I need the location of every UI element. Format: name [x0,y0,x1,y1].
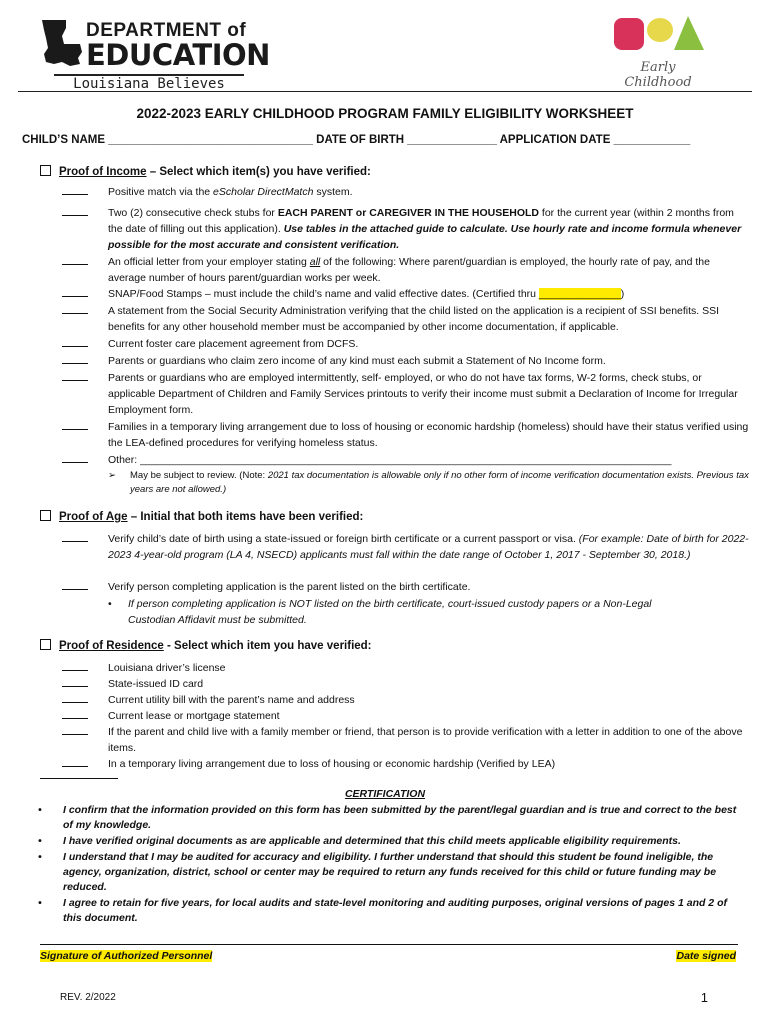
doe-title-line1: DEPARTMENT of [86,20,247,41]
early-childhood-shapes-icon [602,10,712,60]
income-initial-blank[interactable] [62,370,88,381]
certification-title: CERTIFICATION [344,788,426,800]
page-title: 2022-2023 EARLY CHILDHOOD PROGRAM FAMILY ELIGIBILITY WORKSHEET [136,106,634,121]
residence-initial-blank[interactable] [62,724,88,735]
income-section-heading: Proof of Income – Select which item(s) you have verified: [40,165,371,178]
early-childhood-logo [602,10,712,88]
doe-title-line2: EDUCATION [86,38,270,72]
income-initial-blank[interactable] [62,184,88,195]
income-initial-blank[interactable] [62,452,88,463]
income-initial-blank[interactable] [62,303,88,314]
worksheet-page: DEPARTMENT of EDUCATION Louisiana Believes Early Childhood 2022-2023 EARLY CHILDHOOD PROGRAM FAMILY ELIGIBILITY WORKSHEET CHILD’S NAME ________________________________ DATE OF BIRTH ______________ APPLICATION DATE ____________ Proof of Income – Select which item(s) you have verified: Positive match via the eScholar DirectMatch system. Two (2) consecutive check stubs for EACH PARENT or CAREGIVER IN THE HOUSEHOLD for the current year (within 2 months from the date of filling out this application). Use tables in the attached guide to calculate. Use hourly rate and income formula whenever possible for the most accurate and consistent verification. An official letter from your employer stating all of the following: Where parent/guardian is employed, the hourly rate of pay, and the average number of hours parent/guardian works per week. SNAP/Food Stamps – must include the child’s name and valid effective dates. (Certified thru ______________) A statement from the Social Security Administration verifying that the child listed on the application is a recipient of SSI benefits. SSI benefits for any other household member must be accompanied by other income documentation, if applicable. Current foster care placement agreement from DCFS. Parents or guardians who claim zero income of any kind must each submit a Statement of No Income form. Parents or guardians who are employed intermittently, self- employed, or who do not have tax forms, W-2 forms, check stubs, or applicable Department of Children and Family Services printouts to verify their income must submit a Declaration of Income for Irregular Employment form. Families in a temporary living arrangement due to loss of housing or economic hardship (homeless) should have their status verified using the LEA-defined procedures for verifying homeless status. Other: ___________________________________________________________________________________________ ➢ May be subject to review. (Note: 2021 tax documentation is allowable only if no other form of income verification documentation exists. Previous tax years are not allowed.) Proof of Age – Initial that both items have been verified: Verify child’s date of birth using a state-issued or foreign birth certificate or a current passport or visa. (For example: Date of birth for 2022-2023 4-year-old program (LA 4, NSECD) applicants must fall within the date range of October 1, 2017 - September 30, 2018.) Verify person completing application is the parent listed on the birth certificate. • If person completing application is NOT listed on the birth certificate, court-issued custody papers or a Non-Legal Custodian Affidavit must be submitted. Proof of Residence - Select which item you have verified: Louisiana driver’s license State-issued ID card Current utility bill with the parent’s name and address Current lease or mortgage statement If the parent and child live with a family member or friend, that person is to provide verification with a letter in addition to one of the above items. In a temporary living arrangement due to loss of housing or economic hardship (Verified by LEA) CERTIFICATION • I confirm that the information provided on this form has been submitted by the parent/legal guardian and is true and correct to the best of my knowledge. • I have verified original documents as are applicable and determined that this child meets applicable eligibility requirements. • I understand that I may be audited for accuracy and eligibility. I further understand that should this student be found ineligible, the agency, organization, district, school or center may be required to return any funds received for this child or future funding may be reduced. • I agree to retain for five years, for local audits and state-level monitoring and auditing purposes, original versions of pages 1 and 2 of this document. Signature of Authorized Personnel Date signed REV. 2/2022 1 [0,0,770,1024]
residence-initial-blank[interactable] [62,692,88,703]
income-initial-blank[interactable] [62,419,88,430]
doe-logo [40,14,270,92]
residence-initial-blank[interactable] [62,708,88,719]
divider [40,778,118,779]
dob-label: DATE OF BIRTH [316,134,405,146]
page-number: 1 [700,990,708,1005]
income-initial-blank[interactable] [62,205,88,216]
residence-initial-blank[interactable] [62,676,88,687]
date-signed-label: Date signed [676,950,736,962]
age-section-heading: Proof of Age – Initial that both items have been verified: [40,510,363,523]
application-date-label: APPLICATION DATE [499,134,611,146]
application-date-field[interactable]: ____________ [613,134,691,146]
residence-initial-blank[interactable] [62,756,88,767]
snap-certified-field[interactable]: ______________ [538,288,621,300]
revision-label: REV. 2/2022 [60,992,116,1003]
arrow-icon: ➢ [108,470,116,481]
residence-section-heading: Proof of Residence - Select which item you have verified: [40,639,372,652]
income-initial-blank[interactable] [62,254,88,265]
child-info-line [22,134,752,146]
early-childhood-text: Early Childhood [624,60,692,90]
residence-initial-blank[interactable] [62,660,88,671]
age-checkbox[interactable] [40,510,51,521]
signature-label: Signature of Authorized Personnel [40,950,213,962]
residence-checkbox[interactable] [40,639,51,650]
dob-field[interactable]: ______________ [407,134,497,146]
page-header [18,8,752,92]
other-field[interactable]: Other: ___________________________________________________________________________________________ [108,454,672,466]
child-name-label: CHILD’S NAME [22,134,106,146]
doe-tagline: Louisiana Believes [54,74,244,91]
child-name-field[interactable]: ________________________________ [108,134,313,146]
louisiana-state-icon [40,18,84,68]
age-initial-blank[interactable] [62,531,88,542]
signature-line[interactable] [40,944,738,945]
age-initial-blank[interactable] [62,579,88,590]
sub-bullet: • [108,598,112,610]
income-checkbox[interactable] [40,165,51,176]
income-initial-blank[interactable] [62,353,88,364]
income-initial-blank[interactable] [62,286,88,297]
income-initial-blank[interactable] [62,336,88,347]
